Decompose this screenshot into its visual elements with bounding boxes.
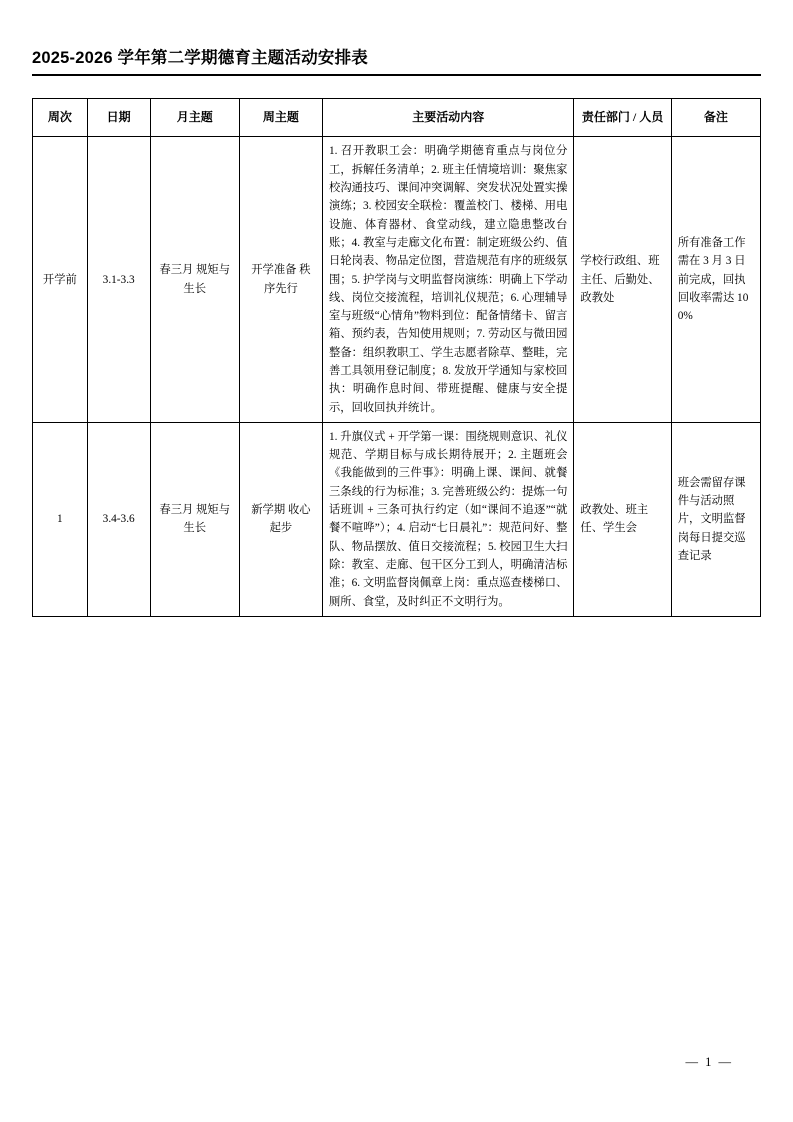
cell-week: 1: [33, 422, 88, 616]
cell-month-theme: 春三月 规矩与生长: [150, 422, 239, 616]
cell-content: 1. 升旗仪式 + 开学第一课：围绕规则意识、礼仪规范、学期目标与成长期待展开；2. 主题班会《我能做到的三件事》：明确上课、课间、就餐三条线的行为标准；3. 完善班级公约：提炼一句话班训 + 三条可执行约定（如“课间不追逐”“就餐不喧哗”）；4. 启动“七日晨礼”：规范问好、整队、物品摆放、值日交接流程；5. 校园卫生大扫除：教室、走廊、包干区分工到人，明确清洁标准；6. 文明监督岗佩章上岗：重点巡查楼梯口、厕所、食堂，及时纠正不文明行为。: [322, 422, 573, 616]
column-header-remark: 备注: [671, 99, 760, 137]
table-row: [33, 422, 761, 616]
cell-department: 政教处、班主任、学生会: [574, 422, 671, 616]
column-header-month-theme: 月主题: [150, 99, 239, 137]
cell-department: 学校行政组、班主任、后勤处、政教处: [574, 137, 671, 422]
cell-remark: 所有准备工作需在 3 月 3 日前完成，回执回收率需达 100%: [671, 137, 760, 422]
column-header-content: 主要活动内容: [322, 99, 573, 137]
cell-week: 开学前: [33, 137, 88, 422]
cell-week-theme: 新学期 收心起步: [239, 422, 322, 616]
table-row: [33, 137, 761, 422]
schedule-table: [32, 98, 761, 617]
table-header-row: [33, 99, 761, 137]
column-header-date: 日期: [87, 99, 150, 137]
page-title: 2025-2026 学年第二学期德育主题活动安排表: [32, 44, 761, 76]
cell-date: 3.4-3.6: [87, 422, 150, 616]
cell-remark: 班会需留存课件与活动照片，文明监督岗每日提交巡查记录: [671, 422, 760, 616]
cell-month-theme: 春三月 规矩与生长: [150, 137, 239, 422]
column-header-department: 责任部门 / 人员: [574, 99, 671, 137]
cell-content: 1. 召开教职工会：明确学期德育重点与岗位分工，拆解任务清单；2. 班主任情境培训：聚焦家校沟通技巧、课间冲突调解、突发状况处置实操演练；3. 校园安全联检：覆盖校门、楼梯、用电设施、体育器材、食堂动线，建立隐患整改台账；4. 教室与走廊文化布置：制定班级公约、值日轮岗表、物品定位图，营造规范有序的班级氛围；5. 护学岗与文明监督岗演练：明确上下学动线、岗位交接流程，培训礼仪规范；6. 心理辅导室与班级“心情角”物料到位：配备情绪卡、留言箱、预约表，告知使用规则；7. 劳动区与微田园整备：组织教职工、学生志愿者除草、整畦，完善工具领用登记制度；8. 发放开学通知与家校回执：明确作息时间、带班提醒、健康与安全提示，回收回执并统计。: [322, 137, 573, 422]
column-header-week: 周次: [33, 99, 88, 137]
cell-week-theme: 开学准备 秩序先行: [239, 137, 322, 422]
cell-date: 3.1-3.3: [87, 137, 150, 422]
page-number: — 1 —: [685, 1055, 733, 1069]
column-header-week-theme: 周主题: [239, 99, 322, 137]
